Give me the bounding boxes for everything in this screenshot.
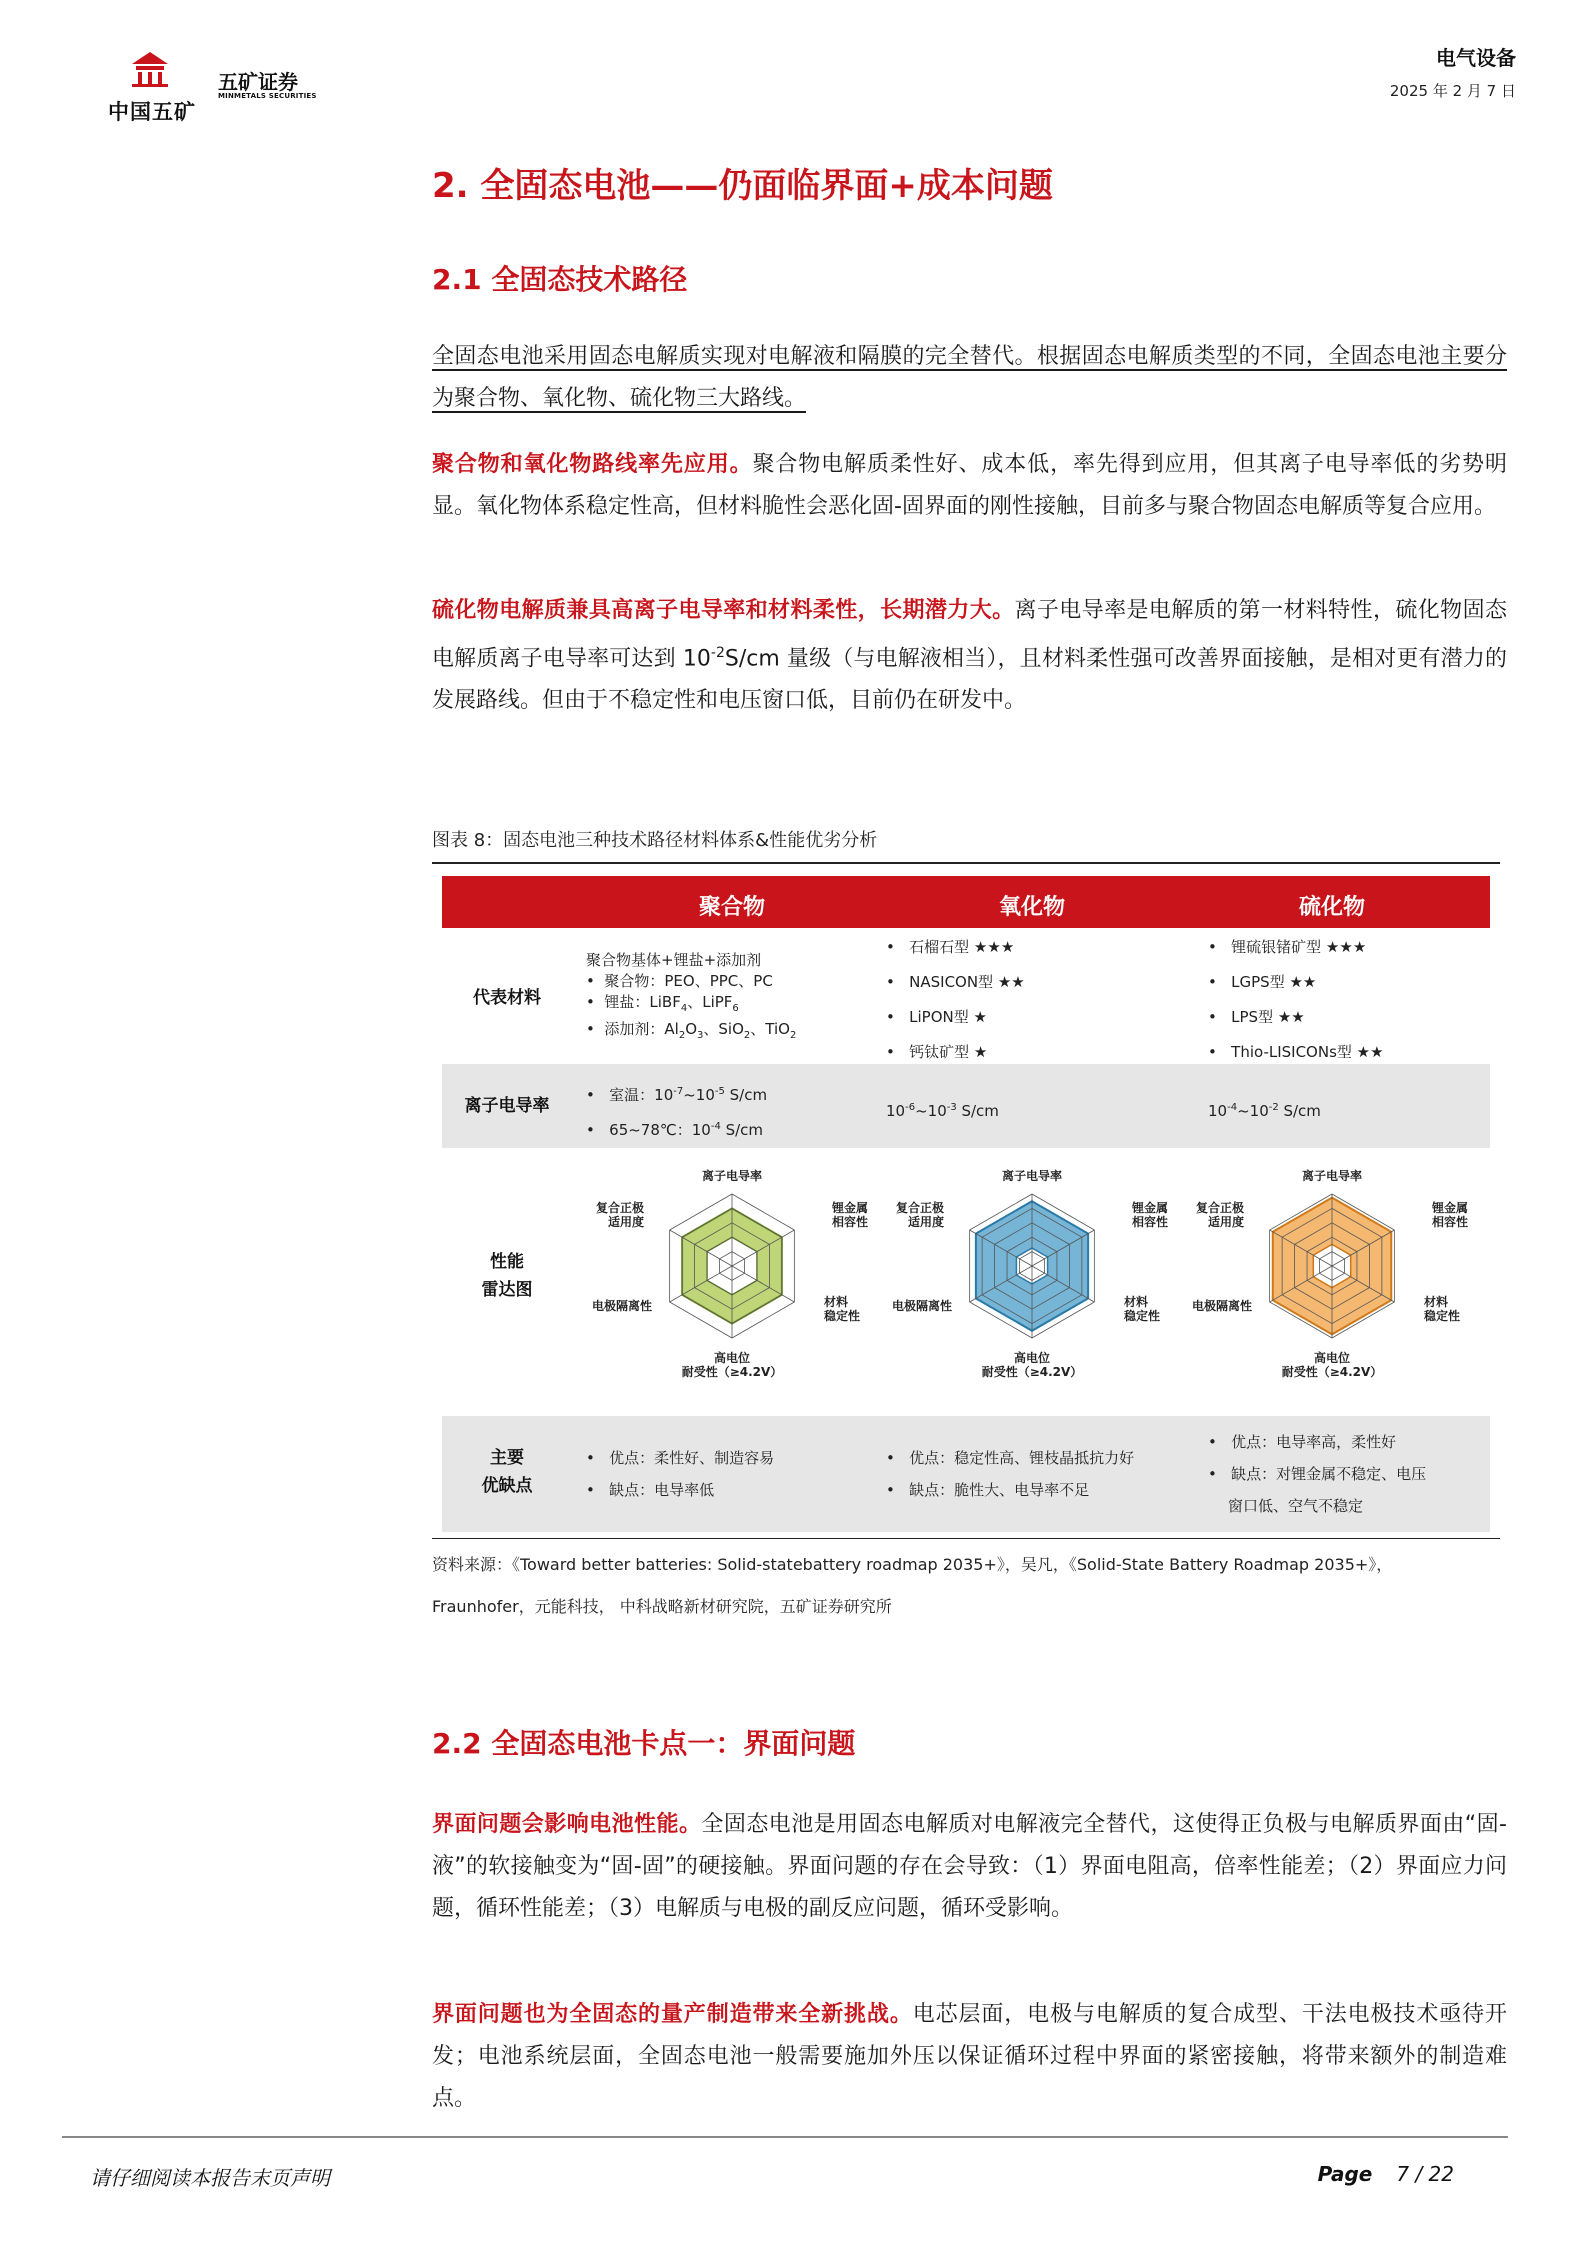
polymer-conductivity: • 室温：$10^{-7}\sim 10^{-5}$ S/cm • 65~78℃：$10^{-4}$ S/cm <box>586 1086 768 1139</box>
oxide-material-item: • 钙钛矿型 ★ <box>886 1043 988 1061</box>
oxide-material-item: • NASICON型 ★★ <box>886 973 1025 991</box>
radar-axis-label: 锂金属 <box>832 1201 869 1215</box>
body-text: S/cm 量级（与电解液相当），且材料柔性强可改善界面接触，是相对更有潜力的发展路线。但由于不稳定性和电压窗口低，目前仍在研发中。 <box>432 646 1507 714</box>
radar-axis-label: 适用度 <box>1207 1215 1244 1229</box>
comparison-table <box>442 876 1490 1532</box>
logo-securities-en: MINMETALS SECURITIES <box>218 92 317 100</box>
radar-axis-label: 相容性 <box>1432 1215 1469 1229</box>
oxide-conductivity: $10^{-6}\sim 10^{-3}$ S/cm <box>886 1102 999 1120</box>
paragraph-sulfide <box>432 590 1507 722</box>
header-sector: 电气设备 <box>1436 46 1516 70</box>
column-header-polymer: 聚合物 <box>698 895 765 920</box>
row-label-materials: 代表材料 <box>473 988 541 1008</box>
radar-axis-label: 稳定性 <box>1124 1309 1161 1323</box>
radar-axis-label: 适用度 <box>907 1215 944 1229</box>
footer-disclaimer: 请仔细阅读本报告末页声明 <box>90 2166 330 2190</box>
footer-rule <box>62 2136 1508 2138</box>
body-text: 全固态电池是用固态电解质对电解液完全替代，这使得正负极与电解质界面由“固-液”的软接触变为“固-固”的硬接触。界面问题的存在会导致：（1）界面电阻高，倍率性能差；（2）界面应力问题，循环性能差；（3）电解质与电极的副反应问题，循环受影响。 <box>432 1812 1507 1921</box>
body-text: 聚合物电解质柔性好、成本低，率先得到应用，但其离子电导率低的劣势明显。氧化物体系稳定性高，但材料脆性会恶化固-固界面的刚性接触，目前多与聚合物固态电解质等复合应用。 <box>432 452 1507 519</box>
radar-axis-label: 复合正极 <box>895 1201 944 1215</box>
radar-axis-label: 耐受性（≥4.2V） <box>981 1365 1083 1379</box>
section-title: 2. 全固态电池——仍面临界面+成本问题 <box>432 166 1053 206</box>
radar-axis-label: 耐受性（≥4.2V） <box>681 1365 783 1379</box>
paragraph-manufacturing <box>432 1994 1507 2120</box>
oxide-pros-cons: • 优点：稳定性高、锂枝晶抵抗力好 • 缺点：脆性大、电导率不足 <box>886 1449 1135 1499</box>
radar-axis-label: 耐受性（≥4.2V） <box>1281 1365 1383 1379</box>
oxide-material-item: • 石榴石型 ★★★ <box>886 938 1015 956</box>
radar-axis-label: 稳定性 <box>824 1309 861 1323</box>
column-header-oxide: 氧化物 <box>998 895 1065 920</box>
subsection-title-1: 2.1 全固态技术路径 <box>432 263 688 296</box>
radar-chart-sulfide <box>1182 1150 1482 1386</box>
radar-axis-label: 复合正极 <box>1195 1201 1244 1215</box>
radar-axis-label: 高电位 <box>1013 1351 1051 1365</box>
radar-axis-label: 离子电导率 <box>1301 1169 1363 1183</box>
polymer-materials-item: • 添加剂：$Al_2O_3$、SiO$_2$、TiO$_2$ <box>586 1020 797 1041</box>
figure-top-rule <box>432 862 1500 864</box>
body-text: 离子电导率是电解质的第一材料特性，硫化物固态电解质离子电导率可达到 10 <box>432 598 1507 672</box>
superscript: -2 <box>710 645 725 661</box>
logo-securities-text: 五矿证券 <box>218 70 298 94</box>
sulfide-conductivity: $10^{-4}\sim 10^{-2}$ S/cm <box>1208 1102 1321 1120</box>
figure-source-line-1: 资料来源：《Toward better batteries: Solid-statebattery roadmap 2035+》，吴凡，《Solid-State Battery Roadmap 2035+》， <box>432 1555 1393 1574</box>
radar-axis-label: 相容性 <box>1132 1215 1169 1229</box>
radar-axis-label: 电极隔离性 <box>891 1299 952 1313</box>
radar-axis-label: 材料 <box>824 1295 849 1309</box>
radar-axis-label: 复合正极 <box>595 1201 644 1215</box>
row-label-radar: 性能 雷达图 <box>481 1252 533 1300</box>
radar-axis-label: 相容性 <box>832 1215 869 1229</box>
paragraph-polymer-oxide <box>432 444 1507 528</box>
underlined-text: 全固态电池采用固态电解质实现对电解液和隔膜的完全替代。根据固态电解质类型的不同，全固态电池主要分为聚合物、氧化物、硫化物三大路线。 <box>432 344 1507 411</box>
oxide-materials <box>886 930 1025 1070</box>
cmc-logo-icon <box>128 50 172 88</box>
polymer-pros-cons: • 优点：柔性好、制造容易 • 缺点：电导率低 <box>586 1449 775 1499</box>
radar-axis-label: 高电位 <box>1313 1351 1351 1365</box>
polymer-materials <box>586 950 796 1046</box>
polymer-materials-item: • 锂盐：LiBF$_4$、LiPF$_6$ <box>586 993 739 1014</box>
radar-axis-label: 材料 <box>1124 1295 1149 1309</box>
page-number: 7 / 22 <box>1396 2162 1454 2186</box>
radar-axis-label: 锂金属 <box>1132 1201 1169 1215</box>
subsection-title-2: 2.2 全固态电池卡点一：界面问题 <box>432 1727 856 1760</box>
sulfide-pros-cons: • 优点：电导率高，柔性好 • 缺点：对锂金属不稳定、电压 窗口低、空气不稳定 <box>1208 1433 1427 1515</box>
sulfide-material-item: • LPS型 ★★ <box>1208 1008 1305 1026</box>
row-label-conductivity: 离子电导率 <box>464 1096 550 1116</box>
polymer-materials-head: 聚合物基体+锂盐+添加剂 <box>586 951 762 969</box>
radar-axis-label: 稳定性 <box>1424 1309 1461 1323</box>
radar-axis-label: 材料 <box>1424 1295 1449 1309</box>
highlight-text: 界面问题也为全固态的量产制造带来全新挑战。 <box>432 2002 913 2027</box>
sulfide-material-item: • 锂硫银锗矿型 ★★★ <box>1208 938 1367 956</box>
radar-axis-label: 电极隔离性 <box>591 1299 652 1313</box>
highlight-text: 聚合物和氧化物路线率先应用。 <box>432 452 753 477</box>
figure-caption: 图表 8：固态电池三种技术路径材料体系&性能优劣分析 <box>432 830 878 851</box>
row-label-pros-cons: 主要 优缺点 <box>481 1448 533 1496</box>
column-header-sulfide: 硫化物 <box>1298 895 1365 920</box>
highlight-text: 界面问题会影响电池性能。 <box>432 1812 702 1837</box>
sulfide-materials <box>1208 930 1384 1070</box>
oxide-material-item: • LiPON型 ★ <box>886 1008 987 1026</box>
radar-chart-polymer <box>582 1150 882 1386</box>
radar-chart-oxide <box>882 1150 1182 1386</box>
page-label: Page <box>1317 2162 1373 2186</box>
radar-axis-label: 离子电导率 <box>1001 1169 1063 1183</box>
logo-cmc-text: 中国五矿 <box>108 100 196 124</box>
footer-page <box>1318 2162 1454 2186</box>
body-text: 电芯层面，电极与电解质的复合成型、干法电极技术亟待开发；电池系统层面，全固态电池一般需要施加外压以保证循环过程中界面的紧密接触，将带来额外的制造难点。 <box>432 2002 1507 2111</box>
radar-axis-label: 适用度 <box>607 1215 644 1229</box>
paragraph-interface <box>432 1804 1507 1930</box>
sulfide-material-item: • Thio-LISICONs型 ★★ <box>1208 1043 1384 1061</box>
figure-bottom-rule <box>432 1538 1500 1539</box>
polymer-materials-item: • 聚合物：PEO、PPC、PC <box>586 972 773 990</box>
header-date: 2025 年 2 月 7 日 <box>1389 82 1516 100</box>
highlight-text: 硫化物电解质兼具高离子电导率和材料柔性，长期潜力大。 <box>432 598 1015 623</box>
radar-axis-label: 电极隔离性 <box>1191 1299 1252 1313</box>
paragraph-intro <box>432 336 1507 420</box>
radar-axis-label: 高电位 <box>713 1351 751 1365</box>
radar-axis-label: 离子电导率 <box>701 1169 763 1183</box>
sulfide-material-item: • LGPS型 ★★ <box>1208 973 1317 991</box>
figure-source-line-2: Fraunhofer，元能科技， 中科战略新材研究院，五矿证券研究所 <box>432 1597 892 1616</box>
radar-axis-label: 锂金属 <box>1432 1201 1469 1215</box>
